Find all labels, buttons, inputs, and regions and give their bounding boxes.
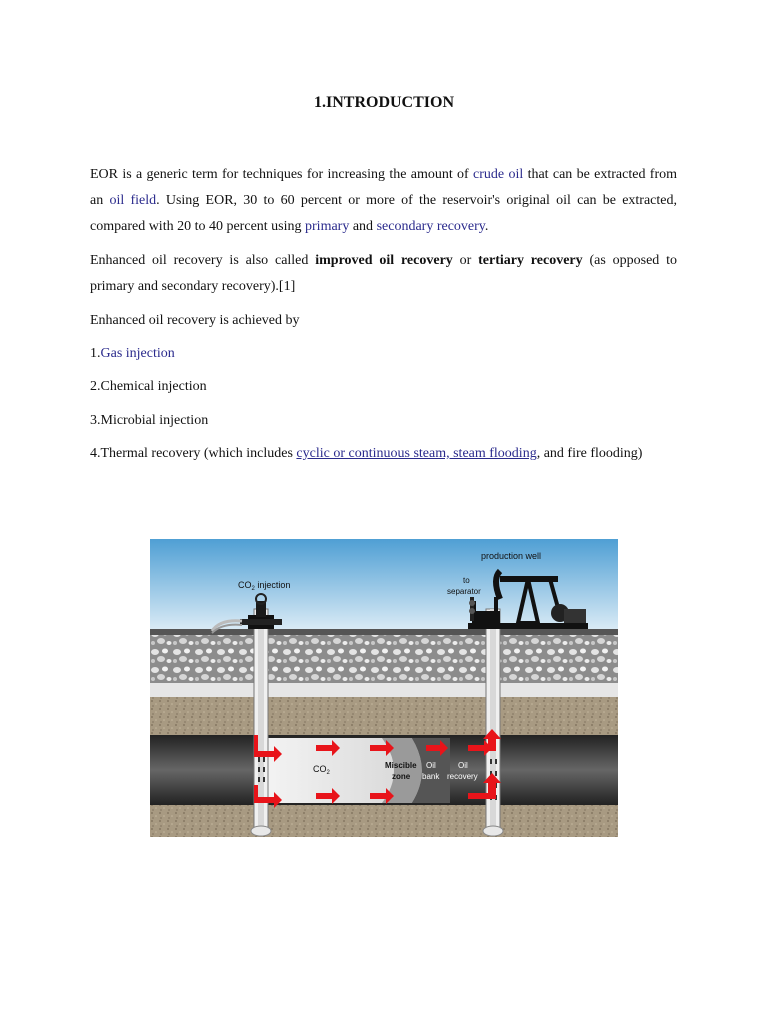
text: , and fire flooding) [536,446,643,461]
label-co2: $CO_2$ [313,764,330,776]
link-secondary-recovery[interactable]: secondary recovery [376,219,485,234]
bold-improved-oil-recovery: improved oil recovery [315,253,453,268]
list-item-microbial-injection: 3.Microbial injection [90,413,209,428]
text: or [452,253,479,268]
text: EOR is a generic term for techniques for increasing the amount of [90,167,474,182]
clay-layer [150,683,618,697]
list-number: 1. [90,346,101,361]
list-item-chemical-injection: 2.Chemical injection [90,379,207,394]
injection-well-bottom [251,826,271,836]
text: . Using EOR, 30 to 60 percent or more of the reservoir's original oil can be extracted, compared with 20 to 40 percent using [90,193,678,234]
sand-layer [150,697,618,735]
link-crude-oil[interactable]: crude oil [473,167,524,182]
text: (as opposed to primary and secondary recovery).[1] [90,253,678,294]
ground-surface [150,629,618,635]
paragraph-achieved-by: Enhanced oil recovery is achieved by [90,313,300,328]
paragraph-eor-definition [90,162,677,240]
label-co2-injection: $CO_2$ injection [238,580,291,592]
link-oil-field[interactable]: oil field [109,193,157,208]
list-item-thermal-recovery [90,441,677,467]
eor-co2-injection-diagram [150,539,618,837]
text: . [484,219,489,234]
paragraph-also-called [90,248,677,300]
link-primary[interactable]: primary [305,219,350,234]
label-oil-bank-oil: Oil [426,761,436,770]
link-gas-injection[interactable]: Gas injection [100,346,175,361]
link-steam-flooding[interactable]: cyclic or continuous steam, steam flooding [296,446,537,461]
label-miscible: Miscible [385,761,417,770]
label-oil-recovery-recovery: recovery [447,772,478,781]
production-well-bottom [483,826,503,836]
section-heading: 1.INTRODUCTION [313,94,454,111]
label-oil-bank-bank: bank [422,772,440,781]
bold-tertiary-recovery: tertiary recovery [478,253,583,268]
list-item-gas-injection [90,341,677,367]
sky [150,539,618,631]
label-oil-recovery-oil: Oil [458,761,468,770]
label-to: to [463,576,470,585]
text: that can be extracted from an [90,167,677,208]
bottom-sand-layer [150,805,618,837]
text: and [349,219,377,234]
text: Enhanced oil recovery is also called [90,253,316,268]
label-production-well: production well [481,551,542,561]
gravel-layer [150,635,618,683]
text: 4.Thermal recovery (which includes [90,446,297,461]
label-separator: separator [447,587,481,596]
label-zone: zone [392,772,411,781]
